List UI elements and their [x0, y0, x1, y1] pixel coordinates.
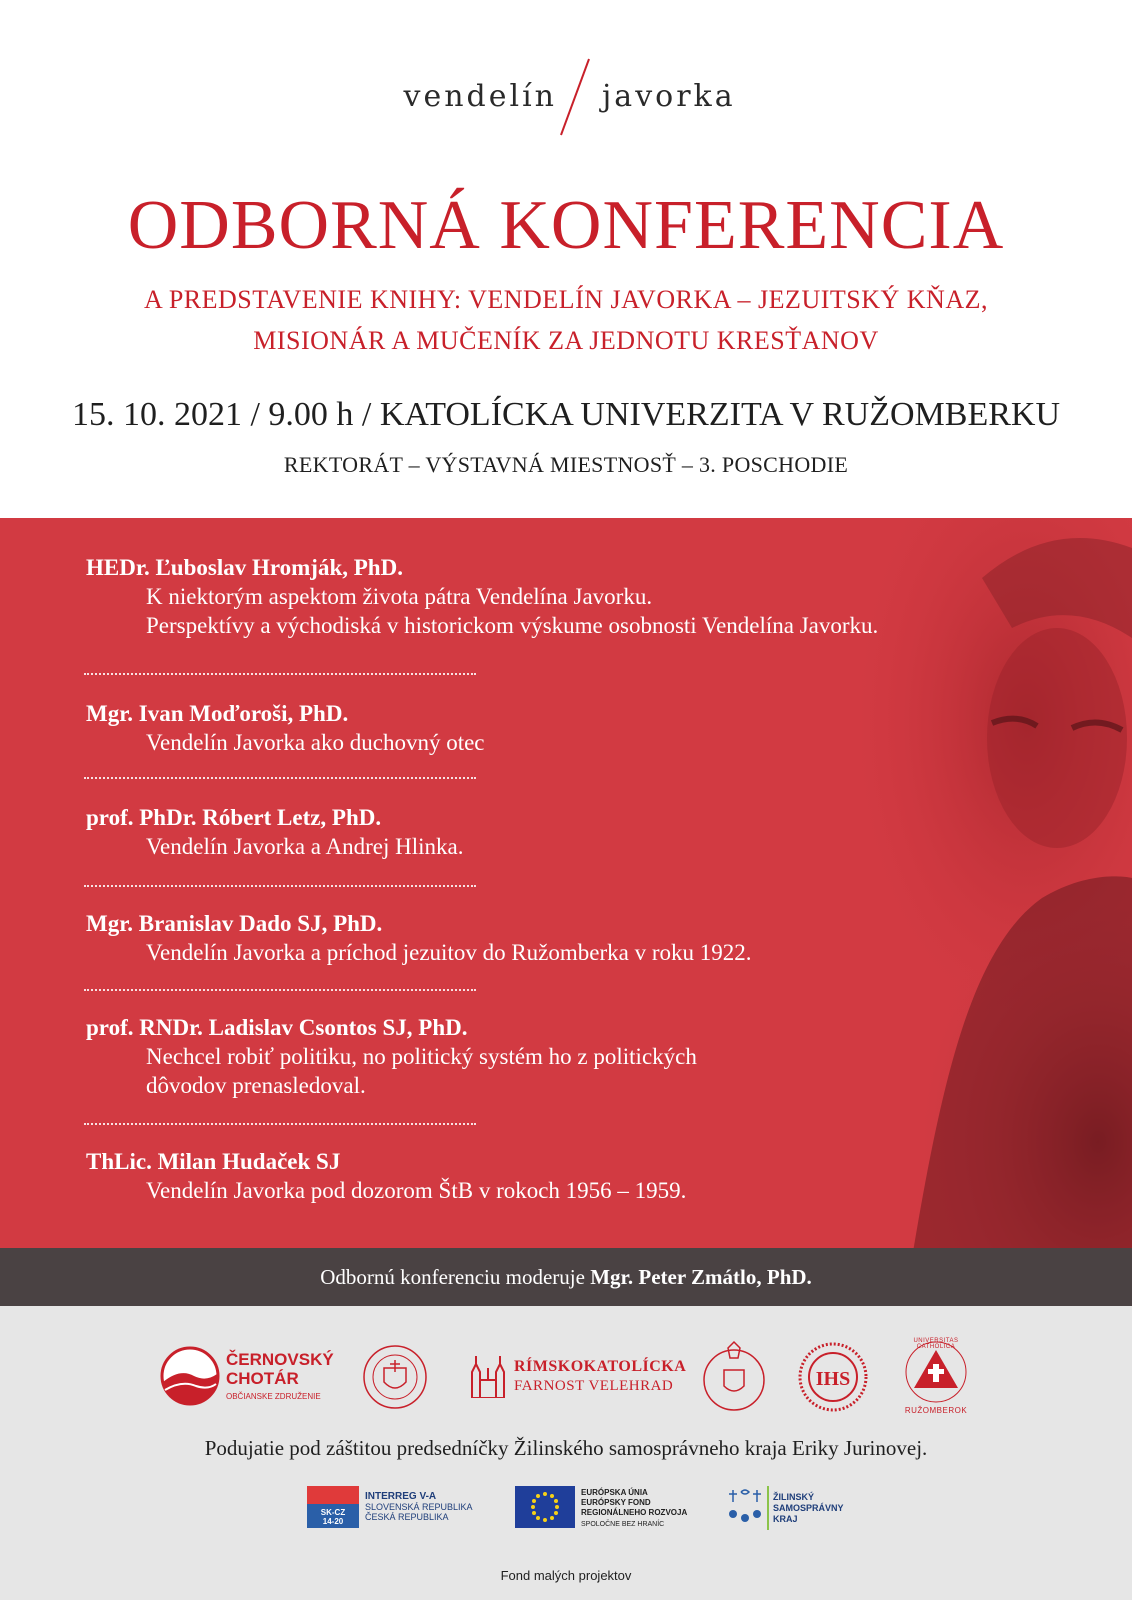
talk-topic: Vendelín Javorka ako duchovný otec	[146, 730, 485, 755]
ihs-emblem-icon	[798, 1342, 868, 1412]
date-location: 15. 10. 2021 / 9.00 h / KATOLÍCKA UNIVERZITA V RUŽOMBERKU	[71, 396, 1061, 433]
speaker-name: Mgr. Branislav Dado SJ, PhD.	[86, 911, 383, 936]
talk-6	[86, 1148, 1046, 1205]
program-section	[0, 518, 1132, 1248]
zsk-logo	[725, 1486, 844, 1532]
cernovsky-name	[226, 1350, 334, 1388]
brand-logo	[0, 55, 1132, 145]
room-location: REKTORÁT – VÝSTAVNÁ MIESTNOSŤ – 3. POSCHODIE	[283, 452, 849, 477]
interreg-line-2: SLOVENSKÁ REPUBLIKA	[365, 1502, 473, 1512]
page-title: ODBORNÁ KONFERENCIA	[127, 187, 1005, 264]
zsk-divider	[767, 1486, 769, 1530]
eu-text	[581, 1488, 687, 1518]
moderator-bar	[0, 1248, 1132, 1306]
church-icon	[468, 1354, 508, 1398]
moderator-name: Mgr. Peter Zmátlo, PhD.	[590, 1265, 812, 1289]
partners-footer	[0, 1306, 1132, 1600]
interreg-badge-text	[307, 1508, 359, 1526]
eu-line-3: REGIONÁLNEHO ROZVOJA	[581, 1508, 688, 1517]
zsk-text	[773, 1492, 844, 1525]
subtitle-line-1: A PREDSTAVENIE KNIHY: VENDELÍN JAVORKA – JEZUITSKÝ KŇAZ,	[144, 285, 988, 314]
brand-last-name: javorka	[602, 79, 736, 114]
eu-slogan: SPOLOČNE BEZ HRANÍC	[581, 1521, 665, 1528]
fund-caption: Fond malých projektov	[500, 1568, 632, 1583]
cernovsky-subline: OBČIANSKE ZDRUŽENIE	[226, 1392, 321, 1401]
eu-line-2: EURÓPSKY FOND	[581, 1498, 651, 1507]
dotted-separator	[84, 777, 476, 779]
talk-topic: Perspektívy a východiská v historickom výskume osobnosti Vendelína Javorku.	[146, 613, 879, 638]
velehrad-line-1: RÍMSKOKATOLÍCKA	[514, 1358, 687, 1375]
talk-topic: dôvodov prenasledoval.	[146, 1073, 366, 1098]
talk-4	[86, 910, 1046, 967]
zsk-emblem-icon	[725, 1488, 765, 1528]
dotted-separator	[84, 1123, 476, 1125]
talk-topic: K niektorým aspektom života pátra Vendelína Javorku.	[146, 584, 653, 609]
eu-line-1: EURÓPSKA ÚNIA	[581, 1488, 648, 1497]
interreg-badge-top	[307, 1486, 359, 1504]
dotted-separator	[84, 885, 476, 887]
svg-text:IHS: IHS	[815, 1368, 851, 1390]
zsk-line-2: SAMOSPRÁVNY	[773, 1503, 844, 1513]
talk-topic: Nechcel robiť politiku, no politický systém ho z politických	[146, 1044, 697, 1069]
eu-logo	[515, 1486, 695, 1530]
diocese-seal-icon	[702, 1340, 766, 1412]
interreg-badge-line-2: 14-20	[322, 1517, 344, 1526]
cernovsky-emblem-icon	[160, 1346, 220, 1406]
ku-ruzomberok-logo	[896, 1336, 976, 1420]
speaker-name: Mgr. Ivan Moďoroši, PhD.	[86, 701, 349, 726]
zsk-line-3: KRAJ	[773, 1514, 798, 1524]
brand-first-name: vendelín	[403, 79, 557, 114]
interreg-badge-line-1: SK-CZ	[320, 1508, 346, 1517]
interreg-line-1: INTERREG V-A	[365, 1491, 437, 1502]
interreg-badge	[307, 1486, 359, 1528]
ku-name: RUŽOMBEROK	[904, 1406, 968, 1415]
brand-slash-icon	[555, 57, 595, 137]
talk-1	[86, 554, 1046, 640]
speaker-name: prof. RNDr. Ladislav Csontos SJ, PhD.	[86, 1015, 468, 1040]
talk-2	[86, 700, 1046, 757]
farnost-velehrad-logo	[468, 1354, 687, 1404]
moderator-prefix: Odbornú konferenciu moderuje	[320, 1265, 585, 1289]
subtitle-line-2: MISIONÁR A MUČENÍK ZA JEDNOTU KRESŤANOV	[253, 326, 879, 355]
talk-topic: Vendelín Javorka pod dozorom ŠtB v rokoch 1956 – 1959.	[146, 1178, 687, 1203]
interreg-line-3: ČESKÁ REPUBLIKA	[365, 1512, 449, 1522]
interreg-text	[365, 1492, 473, 1522]
ku-top-text: UNIVERSITAS CATHOLICA	[913, 1338, 959, 1350]
dotted-separator	[84, 989, 476, 991]
talk-topic: Vendelín Javorka a Andrej Hlinka.	[146, 834, 464, 859]
eu-flag-icon	[515, 1486, 575, 1528]
talk-topic: Vendelín Javorka a príchod jezuitov do Ružomberka v roku 1922.	[146, 940, 752, 965]
zsk-line-1: ŽILINSKÝ	[773, 1492, 815, 1502]
cernovsky-line-1: ČERNOVSKÝ	[226, 1350, 334, 1369]
cernovsky-chotar-logo	[160, 1346, 340, 1410]
cernovsky-line-2: CHOTÁR	[226, 1369, 299, 1388]
talk-5	[86, 1014, 1046, 1100]
speaker-name: HEDr. Ľuboslav Hromják, PhD.	[86, 555, 403, 580]
speaker-name: prof. PhDr. Róbert Letz, PhD.	[86, 805, 382, 830]
talk-3	[86, 804, 1046, 861]
dotted-separator	[84, 673, 476, 675]
parish-seal-icon	[362, 1344, 428, 1410]
velehrad-line-2: FARNOST VELEHRAD	[514, 1378, 674, 1394]
speaker-name: ThLic. Milan Hudaček SJ	[86, 1149, 341, 1174]
patronage-text: Podujatie pod záštitou predsedníčky Žilinského samosprávneho kraja Eriky Jurinovej.	[204, 1436, 928, 1460]
interreg-logo	[307, 1486, 477, 1530]
